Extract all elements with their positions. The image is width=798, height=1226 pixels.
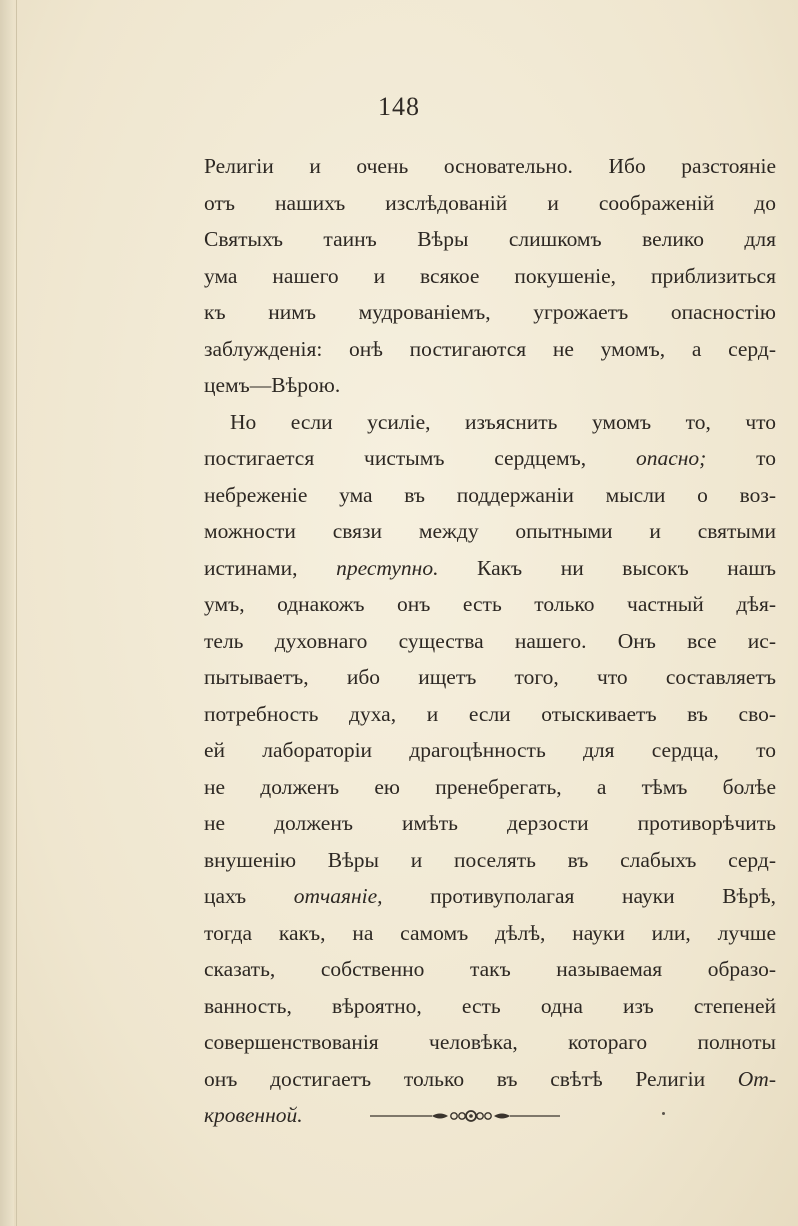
text-line: Святыхъ таинъ Вѣры слишкомъ велико для — [204, 227, 776, 251]
italic-emphasis: отчаяніе, — [293, 884, 383, 908]
ink-speck — [662, 1112, 665, 1115]
text-line: ума нашего и всякое покушеніе, приблизиться — [204, 263, 776, 288]
text-line: ей лабораторіи драгоцѣнность для сердца, то — [204, 738, 776, 762]
text-line: цемъ—Вѣрою. — [204, 373, 341, 397]
page-number: 148 — [378, 92, 420, 121]
italic-emphasis: преступно. — [336, 555, 439, 580]
text-line — [204, 550, 776, 587]
italic-emphasis: кровенной. — [204, 1103, 303, 1127]
text-line: пытываетъ, ибо ищетъ того, что составляетъ — [204, 665, 776, 689]
text-run: истинами, — [204, 555, 298, 580]
text-line: тель духовнаго существа нашего. Онъ все ис- — [204, 628, 776, 653]
text-line: отъ нашихъ изслѣдованій и соображеній до — [204, 190, 776, 215]
text-run: онъ достигаетъ только въ свѣтѣ Религіи — [204, 1066, 706, 1091]
text-line: не долженъ имѣть дерзости противорѣчить — [204, 811, 776, 835]
text-line: сказать, собственно такъ называемая образо- — [204, 957, 776, 981]
text-line: небреженіе ума въ поддержаніи мысли о воз- — [204, 482, 776, 507]
text-run: противуполагая науки Вѣрѣ, — [430, 884, 777, 908]
text-line: можности связи между опытными и святыми — [204, 519, 776, 543]
text-line — [204, 1061, 776, 1098]
text-run: Какъ ни высокъ нашъ — [477, 555, 777, 580]
text-line: потребность духа, и если отыскиваетъ въ сво- — [204, 701, 776, 726]
text-line — [204, 878, 776, 915]
italic-emphasis: От- — [737, 1066, 776, 1091]
text-line: ванность, вѣроятно, есть одна изъ степеней — [204, 993, 776, 1018]
text-line — [204, 440, 776, 477]
paragraph-2 — [204, 404, 776, 1134]
italic-emphasis: опасно; — [635, 446, 707, 470]
text-run: постигается чистымъ сердцемъ, — [204, 446, 587, 470]
text-line: тогда какъ, на самомъ дѣлѣ, науки или, лучше — [204, 920, 776, 945]
text-line: Но если усиліе, изъяснить умомъ то, что — [230, 409, 776, 434]
text-line: Религіи и очень основательно. Ибо разстояніе — [204, 154, 776, 178]
text-line: не долженъ ею пренебрегать, а тѣмъ болѣе — [204, 774, 776, 799]
text-line: совершенствованія человѣка, котораго полноты — [204, 1030, 776, 1054]
text-line: внушенію Вѣры и поселять въ слабыхъ серд- — [204, 847, 776, 872]
text-line: умъ, однакожъ онъ есть только частный дѣя- — [204, 592, 776, 616]
body-text — [204, 148, 776, 1134]
text-line: къ нимъ мудрованіемъ, угрожаетъ опасностію — [204, 300, 776, 324]
page-fold-line — [16, 0, 17, 1226]
paragraph-1 — [204, 148, 776, 404]
decorative-rule-icon — [370, 1106, 570, 1126]
text-run: цахъ — [204, 884, 247, 908]
text-line: заблужденія: онѣ постигаются не умомъ, а серд- — [204, 336, 776, 361]
page-binding-edge — [0, 0, 14, 1226]
text-run: то — [756, 446, 776, 470]
